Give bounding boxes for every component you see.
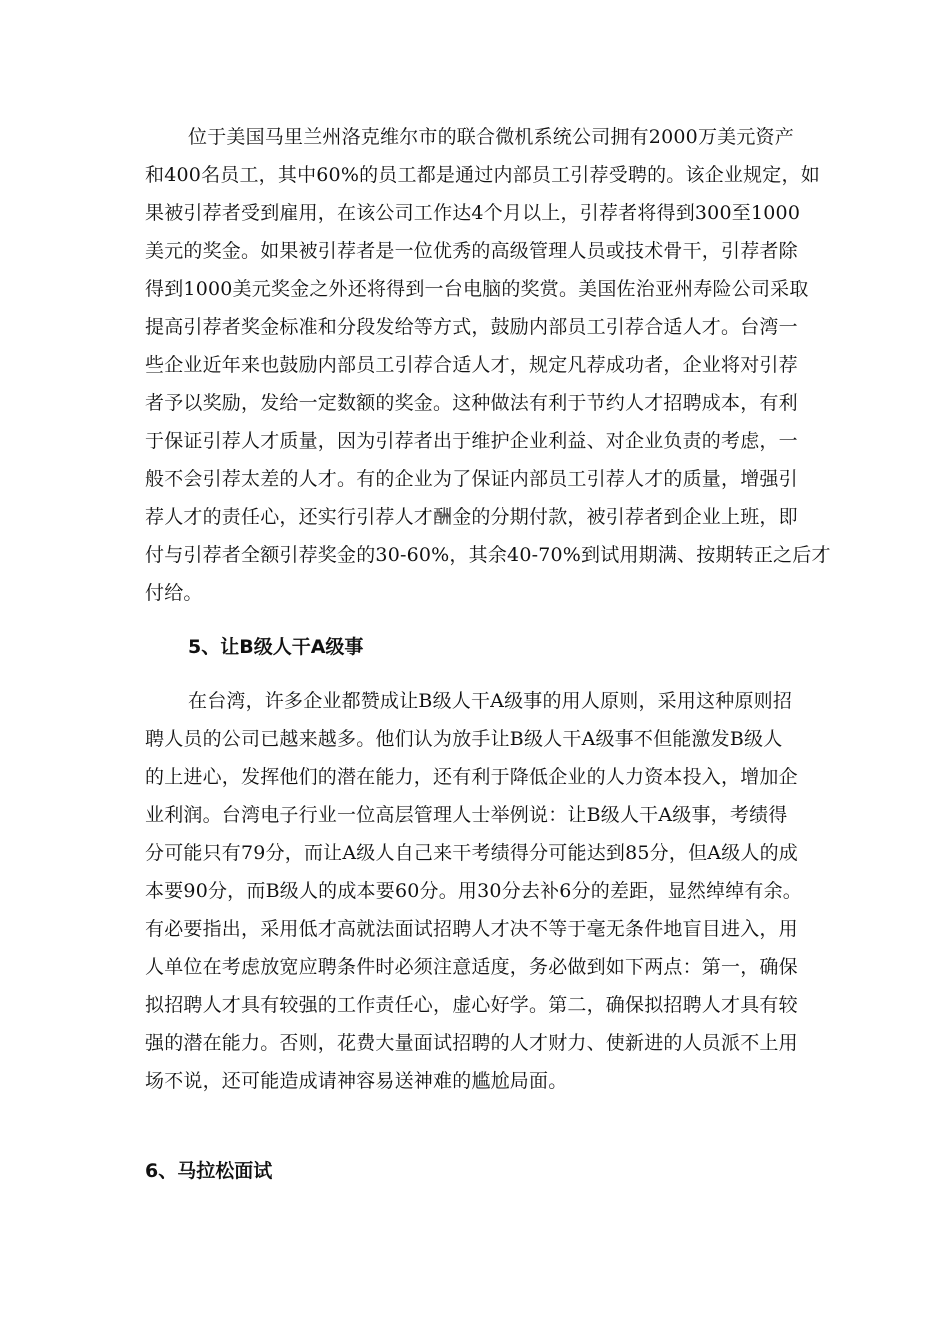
text-line: 于保证引荐人才质量，因为引荐者出于维护企业利益、对企业负责的考虑，一 [145,430,798,452]
text-line: 本要90分，而B级人的成本要60分。用30分去补6分的差距，显然绰绰有余。 [145,880,802,902]
text-line: 和400名员工，其中60%的员工都是通过内部员工引荐受聘的。该企业规定，如 [145,164,820,186]
text-line: 荐人才的责任心，还实行引荐人才酬金的分期付款，被引荐者到企业上班，即 [145,506,798,528]
text-line: 业利润。台湾电子行业一位高层管理人士举例说：让B级人干A级事，考绩得 [145,804,788,826]
text-line: 有必要指出，采用低才高就法面试招聘人才决不等于毫无条件地盲目进入，用 [145,918,798,940]
text-line: 的上进心，发挥他们的潜在能力，还有利于降低企业的人力资本投入，增加企 [145,766,798,788]
text-line: 人单位在考虑放宽应聘条件时必须注意适度，务必做到如下两点：第一，确保 [145,956,798,978]
text-line: 提高引荐者奖金标准和分段发给等方式，鼓励内部员工引荐合适人才。台湾一 [145,316,798,338]
text-line: 些企业近年来也鼓励内部员工引荐合适人才，规定凡荐成功者，企业将对引荐 [145,354,798,376]
text-line: 位于美国马里兰州洛克维尔市的联合微机系统公司拥有2000万美元资产 [188,126,794,148]
text-line: 拟招聘人才具有较强的工作责任心，虚心好学。第二，确保拟招聘人才具有较 [145,994,798,1016]
section-heading: 6、马拉松面试 [145,1160,273,1182]
text-line: 美元的奖金。如果被引荐者是一位优秀的高级管理人员或技术骨干，引荐者除 [145,240,798,262]
text-line: 者予以奖励，发给一定数额的奖金。这种做法有利于节约人才招聘成本，有利 [145,392,798,414]
text-line: 分可能只有79分，而让A级人自己来干考绩得分可能达到85分，但A级人的成 [145,842,798,864]
text-line: 果被引荐者受到雇用，在该公司工作达4个月以上，引荐者将得到300至1000 [145,202,801,224]
text-line: 得到1000美元奖金之外还将得到一台电脑的奖赏。美国佐治亚州寿险公司采取 [145,278,809,300]
text-line: 付与引荐者全额引荐奖金的30-60%，其余40-70%到试用期满、按期转正之后才 [145,544,831,566]
text-line: 强的潜在能力。否则，花费大量面试招聘的人才财力、使新进的人员派不上用 [145,1032,798,1054]
text-line: 场不说，还可能造成请神容易送神难的尴尬局面。 [145,1070,568,1092]
text-line: 付给。 [145,582,203,604]
text-line: 聘人员的公司已越来越多。他们认为放手让B级人干A级事不但能激发B级人 [145,728,783,750]
text-line: 在台湾，许多企业都赞成让B级人干A级事的用人原则，采用这种原则招 [188,690,793,712]
text-line: 般不会引荐太差的人才。有的企业为了保证内部员工引荐人才的质量，增强引 [145,468,798,490]
section-heading: 5、让B级人干A级事 [188,636,364,658]
